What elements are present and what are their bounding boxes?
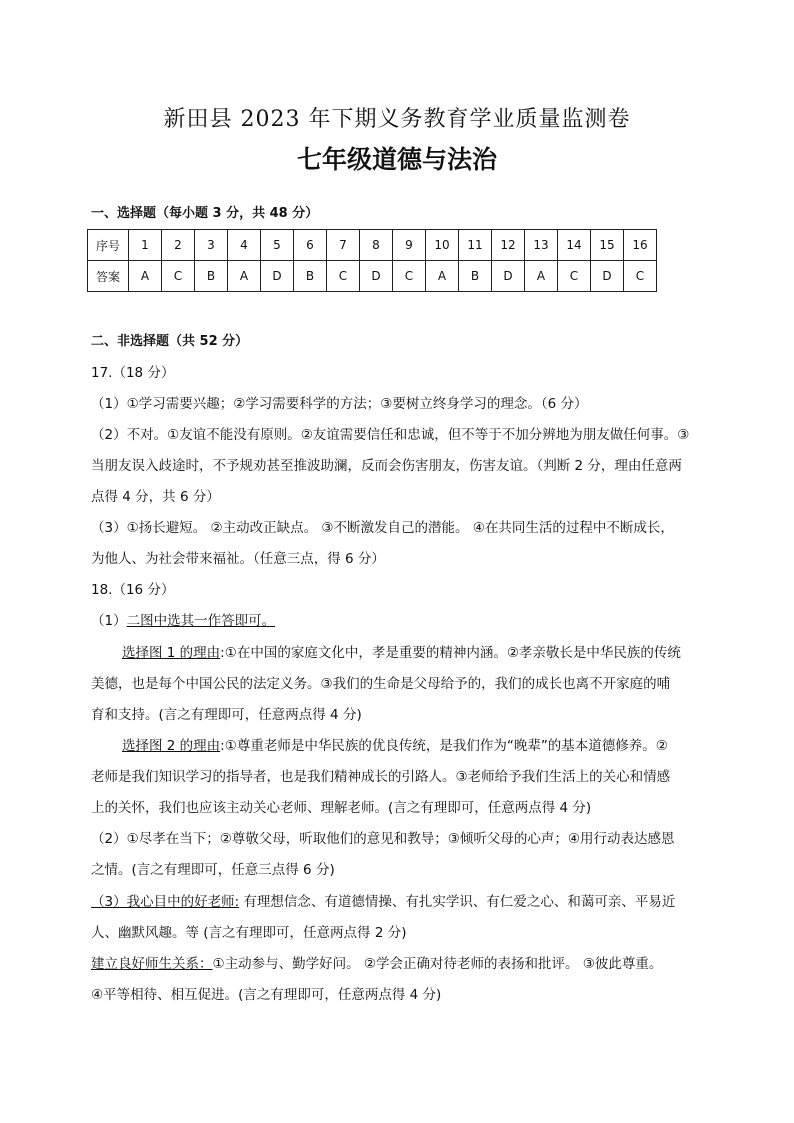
q18-part1 <box>91 609 275 629</box>
fig1-reason-label: 选择图 1 的理由 <box>122 645 221 661</box>
answer-cell: D <box>261 261 294 292</box>
fig2-reason-line3: 上的关怀，我们也应该主动关心老师、理解老师。(言之有理即可，任意两点得 4 分) <box>91 800 592 816</box>
answer-table <box>87 229 657 292</box>
good-teacher-label: （3）我心目中的好老师: <box>91 894 240 910</box>
question-number: 1 <box>129 230 162 261</box>
fig1-reason-line1 <box>122 641 681 661</box>
answer-cell: D <box>492 261 525 292</box>
q18-part1-prefix: （1） <box>91 613 127 629</box>
q18-part3-line2: 人、幽默风趣。等 (言之有理即可，任意两点得 2 分) <box>91 925 407 941</box>
fig1-reason-text: :①在中国的家庭文化中，孝是重要的精神内涵。②孝亲敬长是中华民族的传统 <box>220 645 681 661</box>
question-number: 11 <box>459 230 492 261</box>
answer-cell: D <box>591 261 624 292</box>
answer-cell: A <box>426 261 459 292</box>
question-number: 15 <box>591 230 624 261</box>
answer-cell: C <box>393 261 426 292</box>
question-number: 7 <box>327 230 360 261</box>
section1-heading: 一、选择题（每小题 3 分，共 48 分） <box>91 206 319 221</box>
question-number: 4 <box>228 230 261 261</box>
q18-part2-line2: 之情。(言之有理即可，任意三点得 6 分) <box>91 862 335 878</box>
answer-cell: A <box>228 261 261 292</box>
answer-cell: A <box>525 261 558 292</box>
relationship-label: 建立良好师生关系： <box>91 956 213 972</box>
fig1-reason-line3: 育和支持。(言之有理即可，任意两点得 4 分) <box>91 707 362 723</box>
answer-cell: B <box>459 261 492 292</box>
relationship-line2: ④平等相待、相互促进。(言之有理即可，任意两点得 4 分) <box>91 987 442 1003</box>
exam-title: 新田县 2023 年下期义务教育学业质量监测卷 <box>163 107 631 132</box>
fig2-reason-text: :①尊重老师是中华民族的优良传统，是我们作为“晚辈”的基本道德修养。② <box>220 738 668 754</box>
answer-cell: C <box>162 261 195 292</box>
question-number: 6 <box>294 230 327 261</box>
subject-title: 七年级道德与法治 <box>296 145 497 174</box>
answer-cell: D <box>360 261 393 292</box>
question-number: 2 <box>162 230 195 261</box>
q17-part3-line2: 为他人、为社会带来福祉。（任意三点，得 6 分） <box>91 551 385 567</box>
answer-row <box>88 261 657 292</box>
question-number: 8 <box>360 230 393 261</box>
question-number: 9 <box>393 230 426 261</box>
question-number: 12 <box>492 230 525 261</box>
answer-cell: B <box>195 261 228 292</box>
good-teacher-text: 有理想信念、有道德情操、有扎实学识、有仁爱之心、和蔼可亲、平易近 <box>239 894 676 910</box>
relationship-line1 <box>91 952 662 972</box>
fig1-reason-line2: 美德，也是每个中国公民的法定义务。③我们的生命是父母给予的，我们的成长也离不开家庭的哺 <box>91 676 671 692</box>
section2-heading: 二、非选择题（共 52 分） <box>91 334 249 349</box>
question-number: 5 <box>261 230 294 261</box>
answer-cell: C <box>327 261 360 292</box>
q17-heading: 17.（18 分） <box>91 365 175 381</box>
answer-cell: C <box>624 261 657 292</box>
q18-part1-instruction: 二图中选其一作答即可。 <box>126 613 276 629</box>
q18-part2-line1: （2）①尽孝在当下；②尊敬父母，听取他们的意见和教导；③倾听父母的心声；④用行动表达感恩 <box>91 831 675 847</box>
answer-cell: B <box>294 261 327 292</box>
answer-cell: A <box>129 261 162 292</box>
q17-part2-line1: （2）不对。①友谊不能没有原则。②友谊需要信任和忠诚，但不等于不加分辨地为朋友做任何事。③ <box>91 427 690 443</box>
relationship-text: ①主动参与、勤学好问。 ②学会正确对待老师的表扬和批评。 ③彼此尊重。 <box>212 956 663 972</box>
q17-part2-line3: 点得 4 分，共 6 分） <box>91 489 220 505</box>
q17-part2-line2: 当朋友误入歧途时，不予规劝甚至推波助澜，反而会伤害朋友，伤害友谊。（判断 2 分，理由任意两 <box>91 458 682 474</box>
answer-cell: C <box>558 261 591 292</box>
question-number: 3 <box>195 230 228 261</box>
question-number: 14 <box>558 230 591 261</box>
q17-part1: （1）①学习需要兴趣；②学习需要科学的方法；③要树立终身学习的理念。（6 分） <box>91 396 588 412</box>
question-number: 13 <box>525 230 558 261</box>
number-row-label: 序号 <box>88 230 129 261</box>
question-number: 10 <box>426 230 459 261</box>
answer-row-label: 答案 <box>88 261 129 292</box>
q17-part3-line1: （3）①扬长避短。 ②主动改正缺点。 ③不断激发自己的潜能。 ④在共同生活的过程中不断成长， <box>91 520 674 536</box>
fig2-reason-line2: 老师是我们知识学习的指导者，也是我们精神成长的引路人。③老师给予我们生活上的关心和情感 <box>91 769 671 785</box>
q18-part3-line1 <box>91 890 675 910</box>
number-row <box>88 230 657 261</box>
q18-heading: 18.（16 分） <box>91 582 175 598</box>
question-number: 16 <box>624 230 657 261</box>
fig2-reason-label: 选择图 2 的理由 <box>122 738 221 754</box>
fig2-reason-line1 <box>122 734 668 754</box>
